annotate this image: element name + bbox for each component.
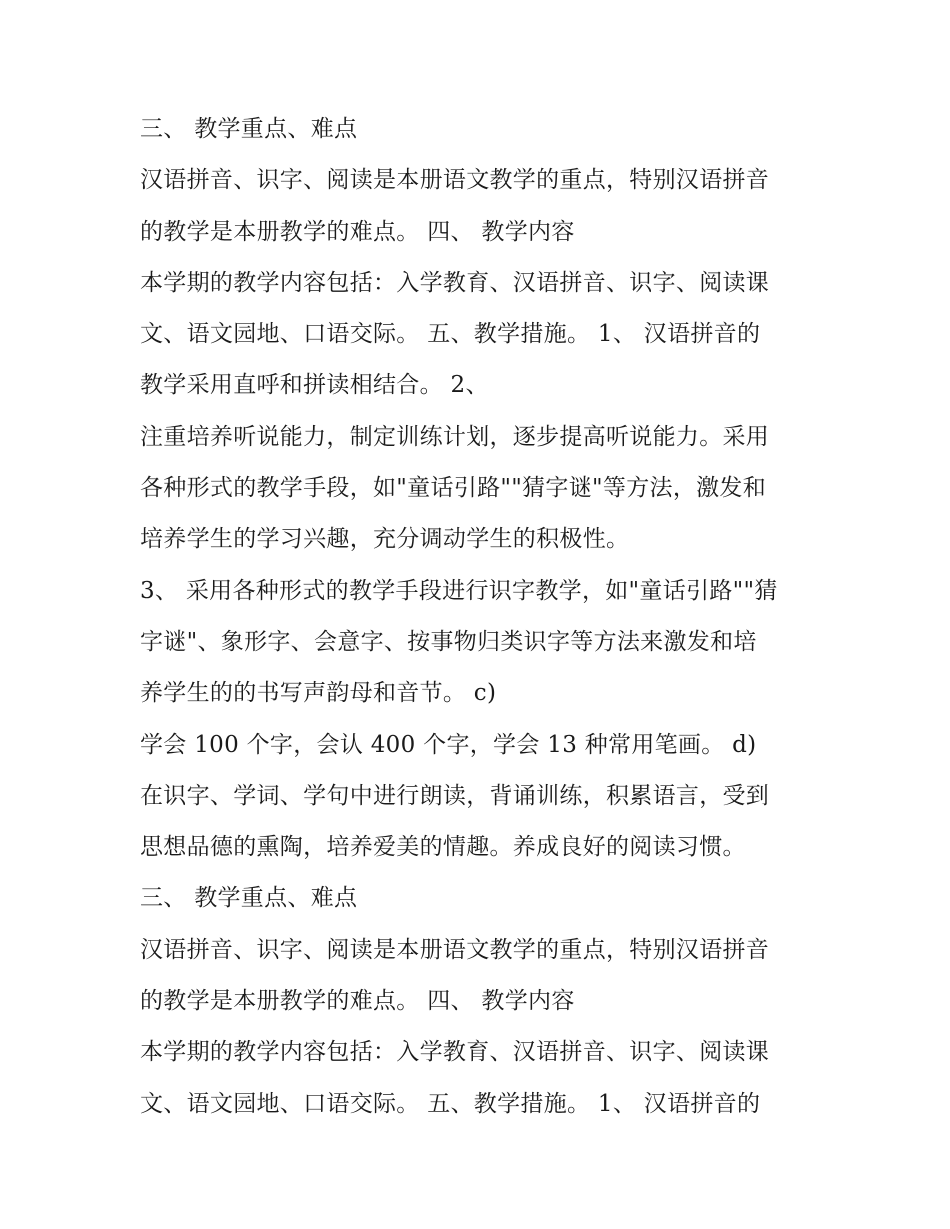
text-line: 文、语文园地、口语交际。 五、教学措施。 1、 汉语拼音的 bbox=[140, 1090, 761, 1117]
text-line: 教学采用直呼和拼读相结合。 2、 bbox=[140, 372, 489, 399]
text-line: 在识字、学词、学句中进行朗读，背诵训练，积累语言，受到 bbox=[140, 782, 770, 809]
text-line: 注重培养听说能力，制定训练计划，逐步提高听说能力。采用 bbox=[140, 423, 770, 450]
text-line: 汉语拼音、识字、阅读是本册语文教学的重点，特别汉语拼音 bbox=[140, 167, 770, 194]
section-heading: 三、 教学重点、难点 bbox=[140, 885, 358, 912]
text-line: 本学期的教学内容包括：入学教育、汉语拼音、识字、阅读课 bbox=[140, 1039, 770, 1066]
text-line: 3、 采用各种形式的教学手段进行识字教学，如"童话引路""猜 bbox=[140, 577, 778, 604]
text-line: 本学期的教学内容包括：入学教育、汉语拼音、识字、阅读课 bbox=[140, 269, 770, 296]
document-body bbox=[140, 104, 820, 1130]
text-line: 养学生的的书写声韵母和音节。 c) bbox=[140, 680, 497, 707]
text-line: 汉语拼音、识字、阅读是本册语文教学的重点，特别汉语拼音 bbox=[140, 936, 770, 963]
text-line: 文、语文园地、口语交际。 五、教学措施。 1、 汉语拼音的 bbox=[140, 321, 761, 348]
text-line: 的教学是本册教学的难点。 四、 教学内容 bbox=[140, 988, 575, 1015]
section-heading: 三、 教学重点、难点 bbox=[140, 116, 358, 142]
text-line: 字谜"、象形字、会意字、按事物归类识字等方法来激发和培 bbox=[140, 628, 757, 655]
text-line: 思想品德的熏陶，培养爱美的情趣。养成良好的阅读习惯。 bbox=[140, 834, 746, 861]
text-line: 学会 100 个字，会认 400 个字，学会 13 种常用笔画。 d) bbox=[140, 731, 757, 758]
text-line: 培养学生的学习兴趣，充分调动学生的积极性。 bbox=[140, 526, 630, 553]
text-line: 各种形式的教学手段，如"童话引路""猜字谜"等方法，激发和 bbox=[140, 475, 767, 502]
text-line: 的教学是本册教学的难点。 四、 教学内容 bbox=[140, 218, 575, 245]
